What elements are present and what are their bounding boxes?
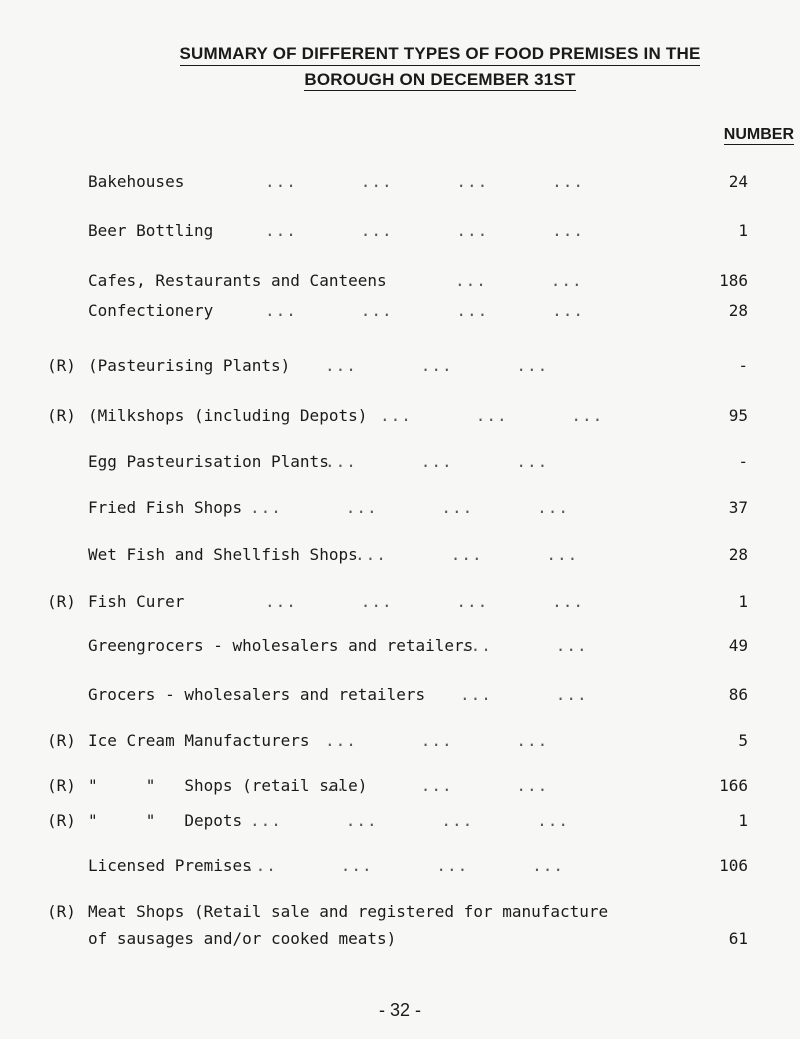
premises-count: 106 [719,856,748,875]
premises-row [0,498,800,520]
premises-type-label: Meat Shops (Retail sale and registered for manufacture [88,902,609,921]
premises-type-label: Fish Curer [88,592,185,611]
leader-dots: ... ... ... ... [265,592,584,611]
page-number: - 32 - [378,1000,421,1020]
premises-type-label: Beer Bottling [88,221,214,240]
premises-count: 166 [719,776,748,795]
leader-dots: ... ... ... ... [250,498,569,517]
premises-count: 28 [728,545,748,564]
premises-row [0,685,800,707]
premises-row [0,902,800,948]
premises-type-label: Licensed Premises [88,856,252,875]
premises-row [0,731,800,753]
leader-dots: ... ... ... [325,776,549,795]
leader-dots: ... ... ... ... [265,221,584,240]
premises-row [0,776,800,798]
premises-row [0,406,800,428]
premises-row [0,356,800,378]
premises-row [0,221,800,243]
leader-dots: ... ... ... [355,545,579,564]
leader-dots: ... ... [455,271,583,290]
premises-type-label: " " Depots [88,811,243,830]
premises-row [0,452,800,474]
premises-type-label: Greengrocers - wholesalers and retailers [88,636,474,655]
premises-row [0,271,800,293]
premises-count: 1 [738,221,748,240]
premises-row [0,301,800,323]
premises-type-label: Fried Fish Shops [88,498,243,517]
premises-count: 1 [738,592,748,611]
premises-row [0,811,800,833]
leader-dots: ... ... [460,685,588,704]
registered-mark: (R) [47,356,76,375]
registered-mark: (R) [47,731,76,750]
premises-type-label: (Milkshops (including Depots) [88,406,368,425]
premises-type-label: " " Shops (retail sale) [88,776,368,795]
leader-dots: ... ... ... ... [265,172,584,191]
premises-type-label: Wet Fish and Shellfish Shops [88,545,358,564]
premises-row [0,545,800,567]
premises-count: 49 [728,636,748,655]
premises-count: - [738,356,748,375]
title-line-2: BOROUGH ON DECEMBER 31ST [304,70,576,89]
premises-count: 86 [728,685,748,704]
premises-type-label: Cafes, Restaurants and Canteens [88,271,387,290]
leader-dots: ... ... ... [325,356,549,375]
leader-dots: ... ... ... [380,406,604,425]
registered-mark: (R) [47,406,76,425]
registered-mark: (R) [47,592,76,611]
premises-row [0,856,800,878]
premises-type-label-continued: of sausages and/or cooked meats) [88,929,397,948]
premises-type-label: Bakehouses [88,172,185,191]
premises-count: 24 [728,172,748,191]
premises-type-label: (Pasteurising Plants) [88,356,291,375]
premises-count: 28 [728,301,748,320]
premises-row [0,636,800,658]
premises-count: 5 [738,731,748,750]
premises-count: 95 [728,406,748,425]
premises-count: 61 [728,929,748,948]
premises-type-label: Grocers - wholesalers and retailers [88,685,426,704]
leader-dots: ... ... ... [325,452,549,471]
premises-count: 1 [738,811,748,830]
premises-type-label: Confectionery [88,301,214,320]
premises-type-label: Egg Pasteurisation Plants [88,452,329,471]
leader-dots: ... ... ... ... [265,301,584,320]
registered-mark: (R) [47,902,76,921]
leader-dots: ... ... ... ... [250,811,569,830]
registered-mark: (R) [47,776,76,795]
premises-row [0,172,800,194]
premises-row [0,592,800,614]
column-header-number: NUMBER [723,126,794,143]
leader-dots: ... ... ... [325,731,549,750]
title-line-1: SUMMARY OF DIFFERENT TYPES OF FOOD PREMISES IN THE [0,44,800,66]
premises-count: - [738,452,748,471]
registered-mark: (R) [47,811,76,830]
leader-dots: ... ... ... ... [245,856,564,875]
leader-dots: ... ... [460,636,588,655]
premises-count: 37 [728,498,748,517]
premises-type-label: Ice Cream Manufacturers [88,731,310,750]
premises-count: 186 [719,271,748,290]
